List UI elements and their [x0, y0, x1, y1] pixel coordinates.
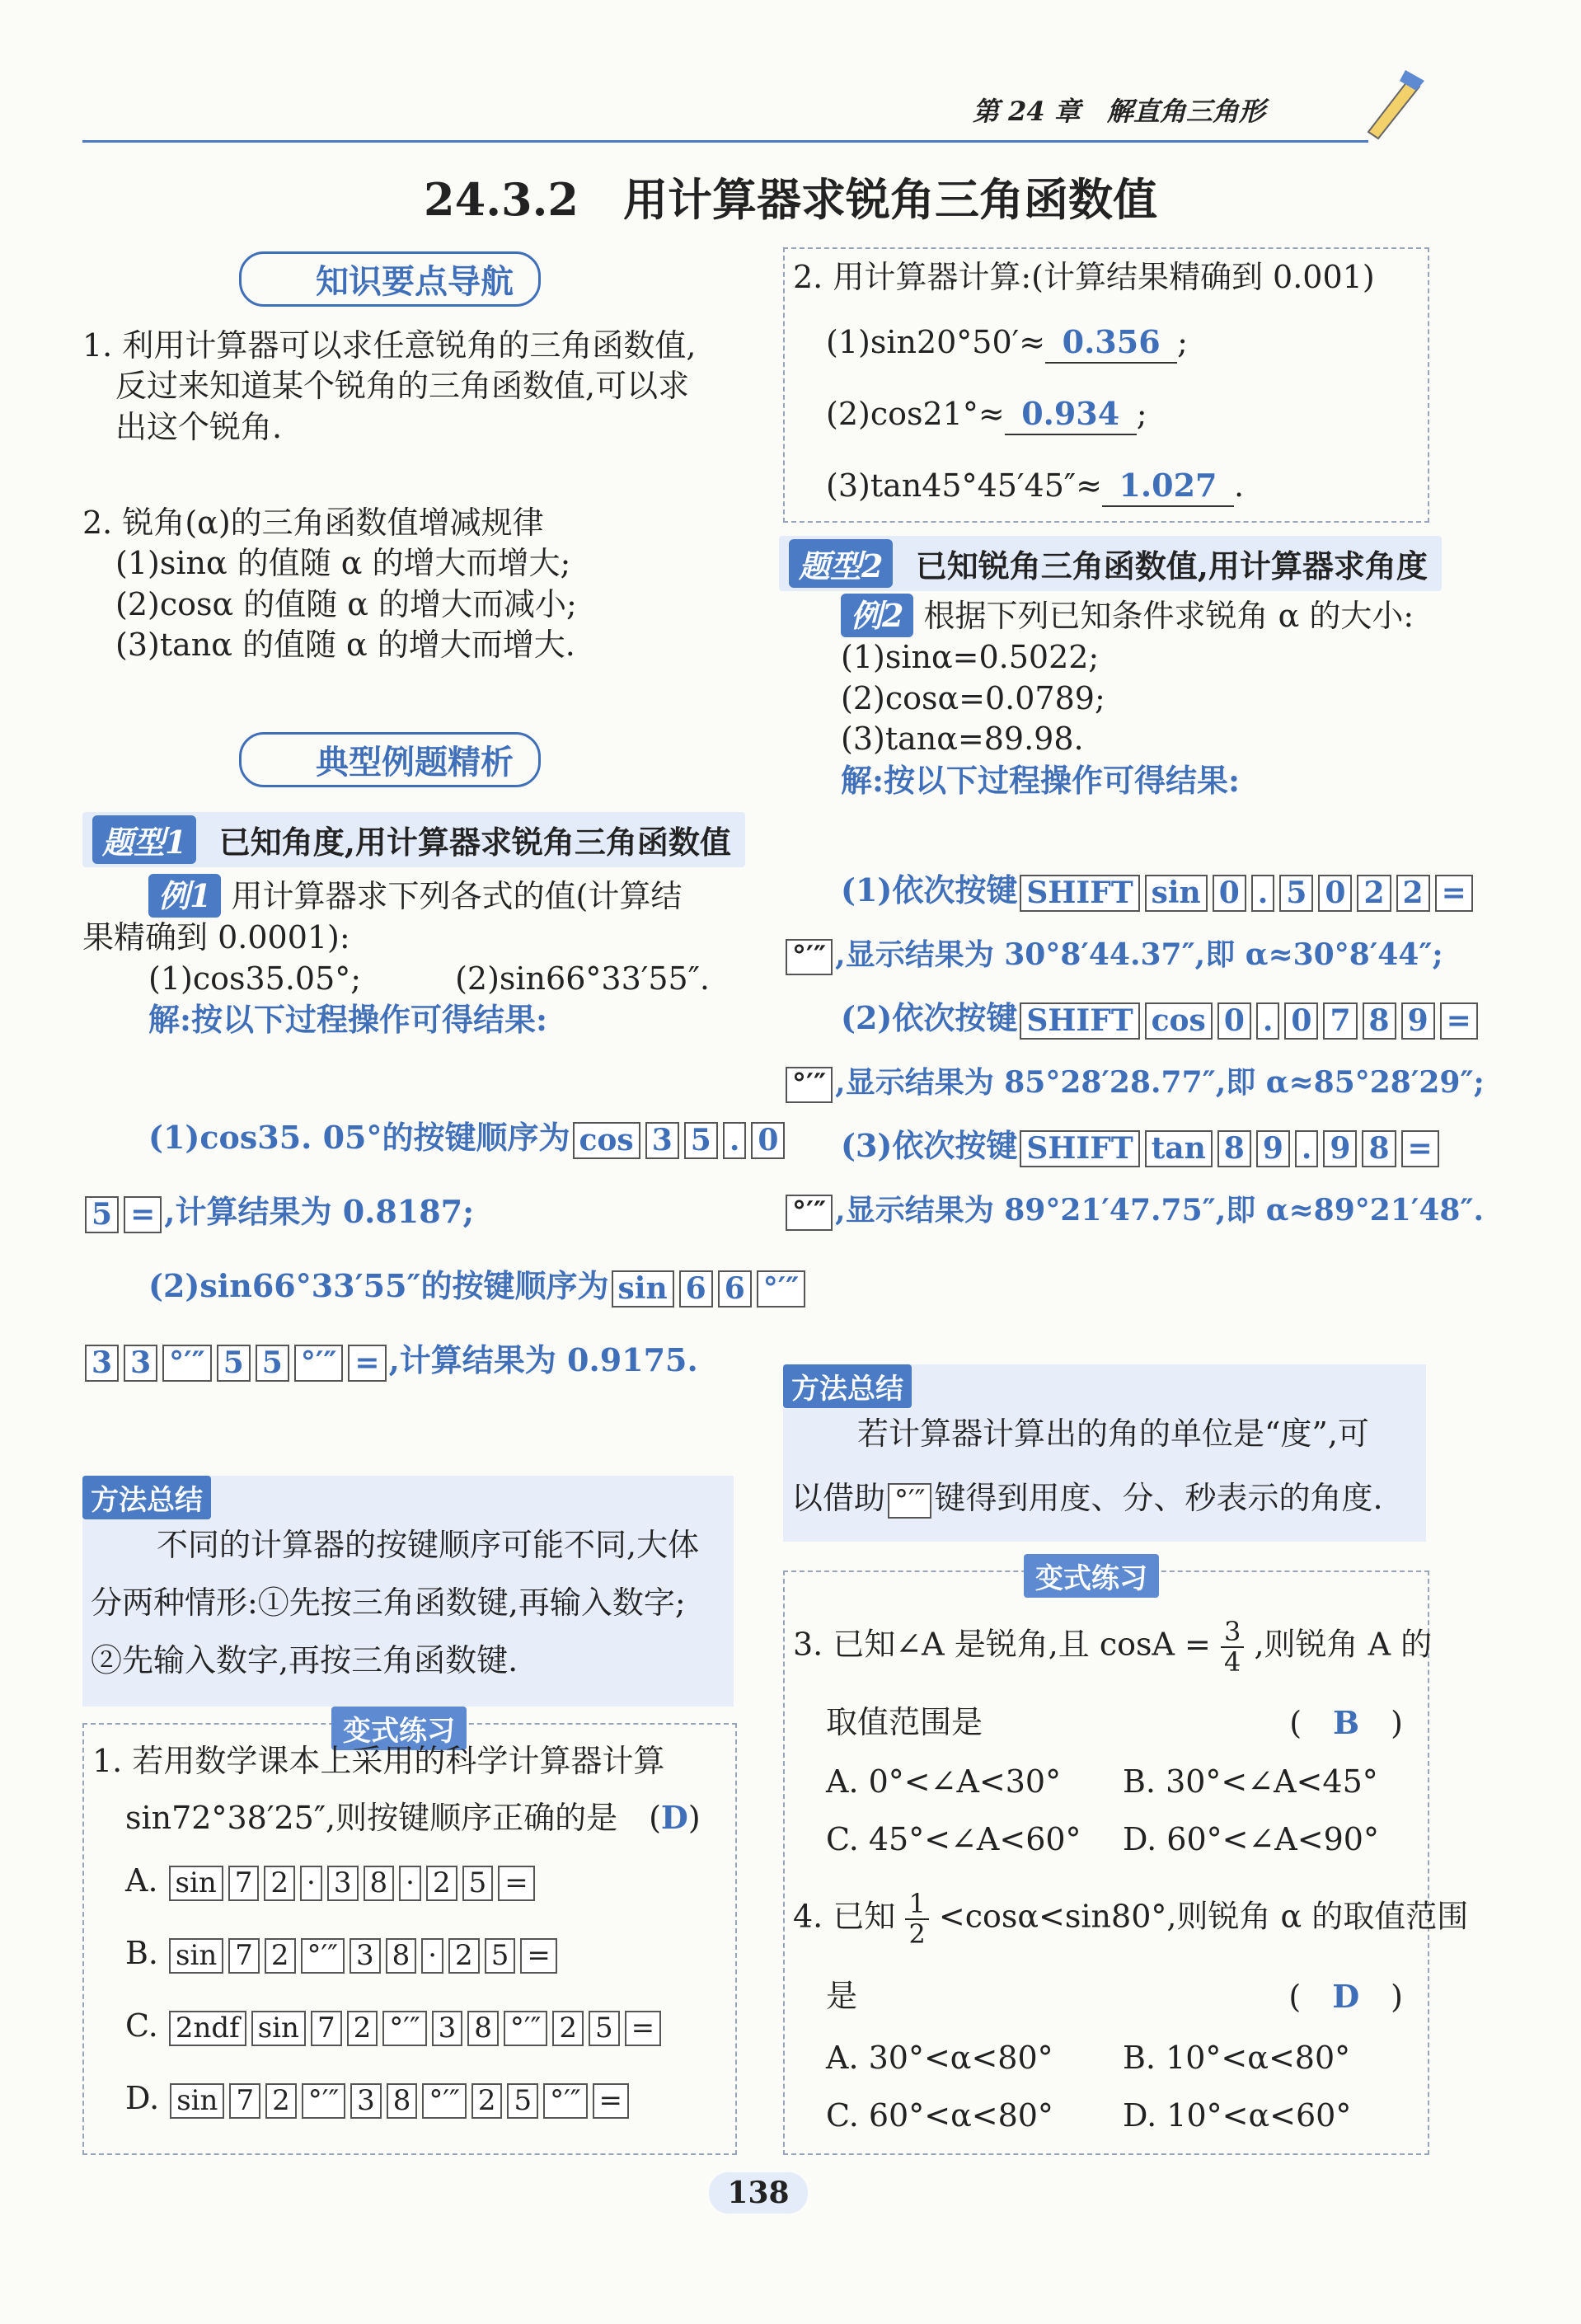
calc-key: 0: [1213, 875, 1246, 912]
calc-key: 9: [1401, 1002, 1435, 1040]
calc-key: sin: [170, 2083, 224, 2119]
option-label: B.: [125, 1935, 159, 1971]
ex1-step2: (2)sin66°33′55″的按键顺序为 sin 6 6 °′″: [148, 1265, 808, 1308]
calc-key: 9: [1323, 1130, 1357, 1167]
calc-key: 8: [364, 1866, 395, 1901]
calc-key: 7: [311, 2011, 342, 2046]
examples-label: 典型例题精析: [239, 732, 541, 787]
calc-key: 2: [265, 2083, 297, 2119]
calc-key: ·: [399, 1866, 421, 1901]
ex2-tag: 例2: [841, 594, 913, 637]
calc-key: .: [1256, 1002, 1280, 1040]
calc-key: .: [1251, 875, 1275, 912]
practice-label-left: 变式练习: [331, 1707, 467, 1750]
q1-option: [125, 2078, 664, 2151]
page-number: 138: [709, 2172, 808, 2214]
calc-key: 2: [264, 1866, 295, 1901]
ex2-step2: (2)依次按键 SHIFT cos 0 . 0 7 8 9 =: [841, 998, 1480, 1040]
calc-key: °′″: [543, 2083, 587, 2119]
calc-key: 8: [467, 2011, 499, 2046]
calc-key: 8: [1362, 1130, 1396, 1167]
calc-key: cos: [1145, 1002, 1213, 1040]
calc-key: =: [498, 1866, 535, 1901]
ex1-step2b: 3 3 °′″ 5 5 °′″ = ,计算结果为 0.9175.: [82, 1340, 698, 1382]
knowledge-label: 知识要点导航: [239, 251, 541, 307]
q1-option: [125, 2006, 664, 2078]
calc-key: 0: [751, 1122, 785, 1159]
calc-key: =: [1435, 875, 1473, 912]
type1-tag: 题型1: [92, 815, 196, 864]
method-summary-left: 方法总结 不同的计算器的按键顺序可能不同,大体 分两种情形:①先按三角函数键,再输入数字; ②先输入数字,再按三角函数键.: [82, 1476, 734, 1707]
calc-key: ·: [300, 1866, 322, 1901]
calc-key: SHIFT: [1020, 1002, 1139, 1040]
calc-key: 0: [1284, 1002, 1318, 1040]
calc-key: °′″: [294, 1345, 344, 1382]
example1: 例1 用计算器求下列各式的值(计算结 果精确到 0.0001): (1)cos35.05°; (2)sin66°33′55″. 解:按以下过程操作可得结果:: [82, 874, 710, 1040]
header-rule: [82, 140, 1368, 143]
practice-box-right: 变式练习 3. 已知∠A 是锐角,且 cosA = $\frac{3}{4}$ ,则锐角 A 的 取值范围是 ( B ) A. 0°<∠A<30° B. 30°<∠A<45° C. 45°<∠A<60° D. 60°<∠A<90° 4. 已知 $\frac{1}{2}$ <cosα<sin80°,则锐角 α 的取值范围 是 ( D ) A. 30°<α<80° B. 10°<α<80° C. 60°<α<80° D. 10°<α<60°: [783, 1570, 1429, 2155]
option-label: D.: [125, 2080, 160, 2116]
calc-key: 9: [1256, 1130, 1290, 1167]
calc-key: .: [1295, 1130, 1319, 1167]
calc-key: 7: [1323, 1002, 1357, 1040]
calc-key: =: [1401, 1130, 1439, 1167]
calc-key: 3: [350, 1938, 381, 1974]
calc-key: =: [593, 2083, 630, 2119]
calc-key: 2: [426, 1866, 457, 1901]
calc-key: °′″: [422, 2083, 466, 2119]
calc-key: 2: [347, 2011, 378, 2046]
calc-key: 5: [462, 1866, 494, 1901]
calc-key: 5: [507, 2083, 538, 2119]
method-label-right: 方法总结: [783, 1364, 912, 1408]
calc-key: 2: [448, 1938, 480, 1974]
calc-key: °′″: [302, 2083, 345, 2119]
calc-key: °′″: [504, 2011, 547, 2046]
q2-box: 2. 用计算器计算:(计算结果精确到 0.001) (1)sin20°50′≈ 0.356 ; (2)cos21°≈ 0.934 ; (3)tan45°45′45″≈ 1.027 .: [783, 247, 1429, 523]
q4-answer: D: [1332, 1978, 1360, 2015]
calc-key: sin: [251, 2011, 306, 2046]
ex1-step1b: 5 = ,计算结果为 0.8187;: [82, 1191, 474, 1233]
calc-key: 5: [85, 1196, 119, 1233]
ex2-step1: (1)依次按键 SHIFT sin 0 . 5 0 2 2 =: [841, 870, 1475, 912]
option-label: A.: [125, 1862, 158, 1899]
calc-key: sin: [169, 1938, 223, 1974]
calc-key: 3: [327, 1866, 359, 1901]
calc-key: °′″: [757, 1270, 806, 1308]
calc-key: 6: [679, 1270, 713, 1308]
method-summary-right: 方法总结 若计算器计算出的角的单位是“度”,可 以借助 °′″ 键得到用度、分、秒表示的角度.: [783, 1364, 1426, 1542]
calc-key: 2: [552, 2011, 584, 2046]
calc-key: 3: [85, 1345, 119, 1382]
ex2-step1b: °′″ ,显示结果为 30°8′44.37″,即 α≈30°8′44″;: [783, 936, 1443, 975]
calc-key: 7: [228, 1938, 260, 1974]
calc-key: 3: [432, 2011, 463, 2046]
calc-key: 3: [350, 2083, 382, 2119]
calc-key: 8: [1217, 1130, 1251, 1167]
practice-label-right: 变式练习: [1024, 1554, 1159, 1598]
calc-key: 5: [485, 1938, 516, 1974]
pencil-icon: [1360, 66, 1426, 140]
calc-key: =: [348, 1345, 386, 1382]
q3-answer: B: [1333, 1704, 1360, 1741]
type1-banner: [82, 812, 745, 867]
calc-key: 7: [229, 2083, 260, 2119]
q1-option: [125, 1933, 664, 2006]
calc-key: 7: [228, 1866, 260, 1901]
calc-key: 5: [217, 1345, 251, 1382]
ex2-step3b: °′″ ,显示结果为 89°21′47.75″,即 α≈89°21′48″.: [783, 1191, 1484, 1231]
example2: 例2 根据下列已知条件求锐角 α 的大小: (1)sinα=0.5022; (2)cosα=0.0789; (3)tanα=89.98. 解:按以下过程操作可得结果:: [783, 594, 1414, 800]
calc-key: 3: [124, 1345, 157, 1382]
q1-option: [125, 1861, 664, 1933]
calc-key: ·: [421, 1938, 443, 1974]
q1-answer: D: [660, 1799, 688, 1836]
calc-key: 2: [1357, 875, 1391, 912]
calc-key: sin: [169, 1866, 223, 1901]
method-label-left: 方法总结: [82, 1476, 211, 1519]
calc-key: 2: [1396, 875, 1430, 912]
calc-key: 2: [265, 1938, 296, 1974]
page-title: 24.3.2 用计算器求锐角三角函数值: [424, 173, 1157, 226]
calc-key: 5: [256, 1345, 289, 1382]
calc-key: 5: [589, 2011, 620, 2046]
calc-key: .: [723, 1122, 747, 1159]
calc-key: sin: [1145, 875, 1208, 912]
calc-key: cos: [573, 1122, 640, 1159]
calc-key: 0: [1217, 1002, 1251, 1040]
chapter-header: 第 24 章 解直角三角形: [973, 96, 1265, 127]
practice-box-left: 变式练习 1. 若用数学课本上采用的科学计算器计算 sin72°38′25″,则按键顺序正确的是 (D) A. sin 7 2 · 3 8 · 2 5 = B. sin 7 2 °′″ 3 8 · 2 5 = C. 2ndf sin 7 2 °′″ 3 8 °′″ 2 5 = D. sin 7 2 °′″ 3 8 °′″ 2 5 °′″ =: [82, 1723, 737, 2155]
calc-key: 6: [718, 1270, 752, 1308]
type1-title: 已知角度,用计算器求锐角三角函数值: [218, 824, 731, 861]
calc-key: 8: [386, 1938, 417, 1974]
calc-key: =: [625, 2011, 662, 2046]
calc-key: =: [520, 1938, 557, 1974]
calc-key: tan: [1145, 1130, 1213, 1167]
calc-key: SHIFT: [1020, 875, 1139, 912]
option-label: C.: [125, 2007, 158, 2044]
type2-banner: [779, 536, 1442, 591]
calc-key: °′″: [382, 2011, 426, 2046]
calc-key: 3: [645, 1122, 679, 1159]
calc-key: sin: [612, 1270, 674, 1308]
calc-key: °′″: [301, 1938, 345, 1974]
calc-key: 8: [1363, 1002, 1396, 1040]
calc-key: 8: [387, 2083, 418, 2119]
calc-key: 0: [1318, 875, 1352, 912]
calc-key: 2ndf: [169, 2011, 246, 2046]
calc-key: SHIFT: [1020, 1130, 1139, 1167]
knowledge-2: 2. 锐角(α)的三角函数值增减规律 (1)sinα 的值随 α 的增大而增大; (2)cosα 的值随 α 的增大而减小; (3)tanα 的值随 α 的增大而增大.: [82, 505, 577, 664]
ex2-step2b: °′″ ,显示结果为 85°28′28.77″,即 α≈85°28′29″;: [783, 1063, 1485, 1103]
type2-title: 已知锐角三角函数值,用计算器求角度: [915, 547, 1428, 585]
calc-key: =: [124, 1196, 162, 1233]
knowledge-1: 1. 利用计算器可以求任意锐角的三角函数值, 反过来知道某个锐角的三角函数值,可以求 出这个锐角.: [82, 327, 697, 445]
ex2-step3: (3)依次按键 SHIFT tan 8 9 . 9 8 =: [841, 1125, 1442, 1167]
calc-key: 5: [1279, 875, 1313, 912]
ex1-tag: 例1: [148, 874, 221, 918]
calc-key: 5: [684, 1122, 718, 1159]
type2-tag: 题型2: [789, 539, 893, 588]
calc-key: °′″: [162, 1345, 212, 1382]
calc-key: 2: [471, 2083, 503, 2119]
calc-key: =: [1440, 1002, 1478, 1040]
ex1-step1: (1)cos35. 05°的按键顺序为 cos 3 5 . 0: [148, 1117, 787, 1159]
